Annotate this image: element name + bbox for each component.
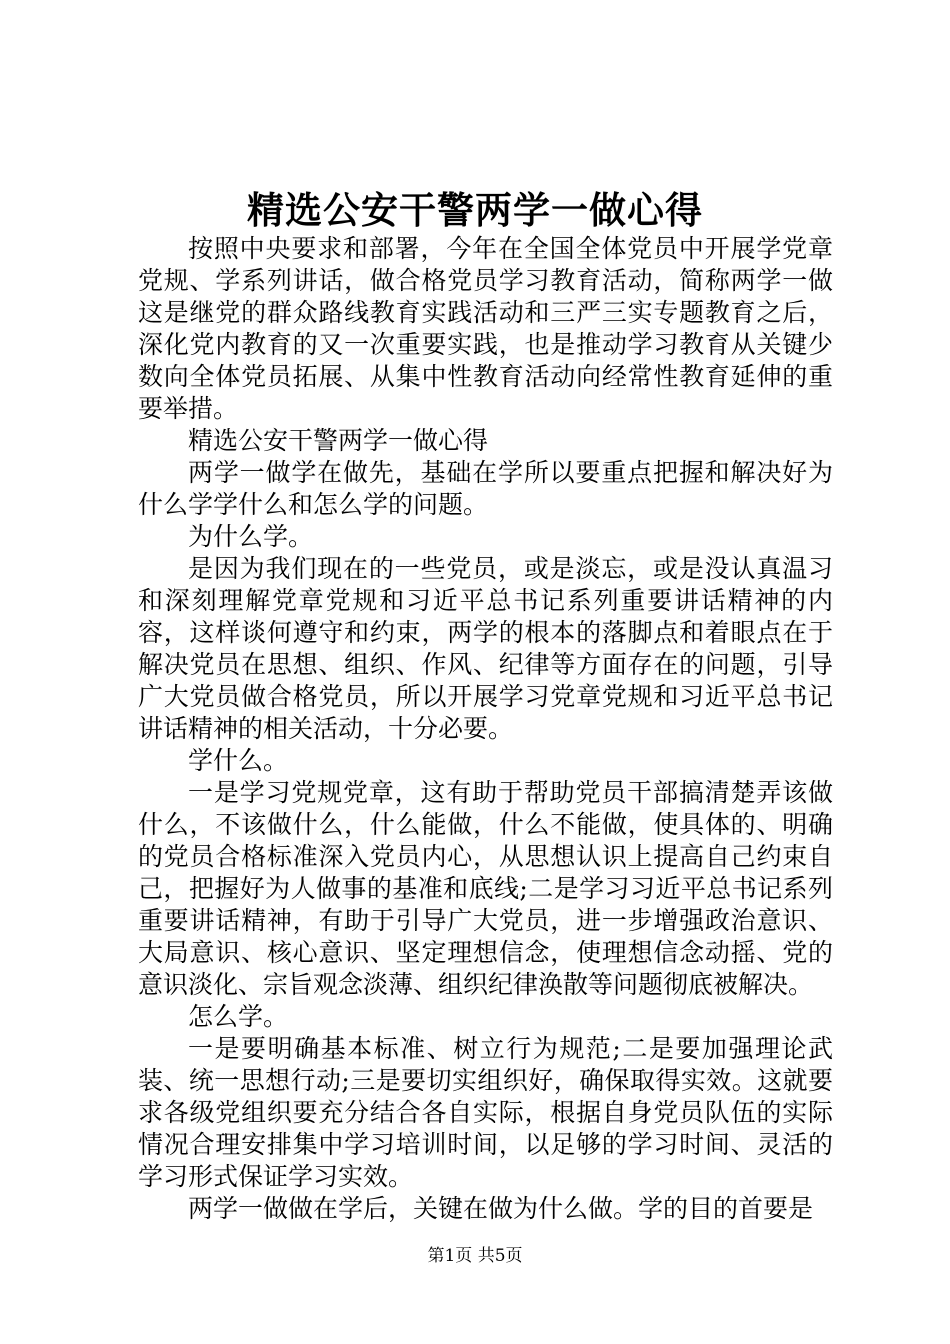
paragraph-overview: 两学一做学在做先，基础在学所以要重点把握和解决好为什么学学什么和怎么学的问题。 — [138, 458, 833, 519]
document-title: 精选公安干警两学一做心得 — [247, 188, 703, 232]
page-number: 第1页 共5页 — [427, 1246, 523, 1266]
document-body — [138, 233, 833, 1225]
section-heading-what: 学什么。 — [188, 746, 289, 775]
paragraph-intro: 按照中央要求和部署，今年在全国全体党员中开展学党章党规、学系列讲话，做合格党员学习教育活动，简称两学一做这是继党的群众路线教育实践活动和三严三实专题教育之后，深化党内教育的又一次重要实践，也是推动学习教育从关键少数向全体党员拓展、从集中性教育活动向经常性教育延伸的重要举措。 — [138, 234, 833, 423]
paragraph-why: 是因为我们现在的一些党员，或是淡忘，或是没认真温习和深刻理解党章党规和习近平总书记系列重要讲话精神的内容，这样谈何遵守和约束，两学的根本的落脚点和着眼点在于解决党员在思想、组织、作风、纪律等方面存在的问题，引导广大党员做合格党员，所以开展学习党章党规和习近平总书记讲话精神的相关活动，十分必要。 — [138, 554, 833, 743]
paragraph-how: 一是要明确基本标准、树立行为规范;二是要加强理论武装、统一思想行动;三是要切实组织好，确保取得实效。这就要求各级党组织要充分结合各自实际，根据自身党员队伍的实际情况合理安排集中学习培训时间，以足够的学习时间、灵活的学习形式保证学习实效。 — [138, 1034, 833, 1191]
section-heading-why: 为什么学。 — [188, 522, 314, 551]
paragraph-do: 两学一做做在学后，关键在做为什么做。学的目的首要是 — [188, 1194, 814, 1223]
section-heading-how: 怎么学。 — [188, 1002, 289, 1031]
paragraph-what: 一是学习党规党章，这有助于帮助党员干部搞清楚弄该做什么，不该做什么，什么能做，什么不能做，使具体的、明确的党员合格标准深入党员内心，从思想认识上提高自己约束自己，把握好为人做事的基准和底线;二是学习习近平总书记系列重要讲话精神，有助于引导广大党员，进一步增强政治意识、大局意识、核心意识、坚定理想信念，使理想信念动摇、党的意识淡化、宗旨观念淡薄、组织纪律涣散等问题彻底被解决。 — [138, 778, 833, 999]
paragraph-subtitle: 精选公安干警两学一做心得 — [188, 426, 489, 455]
